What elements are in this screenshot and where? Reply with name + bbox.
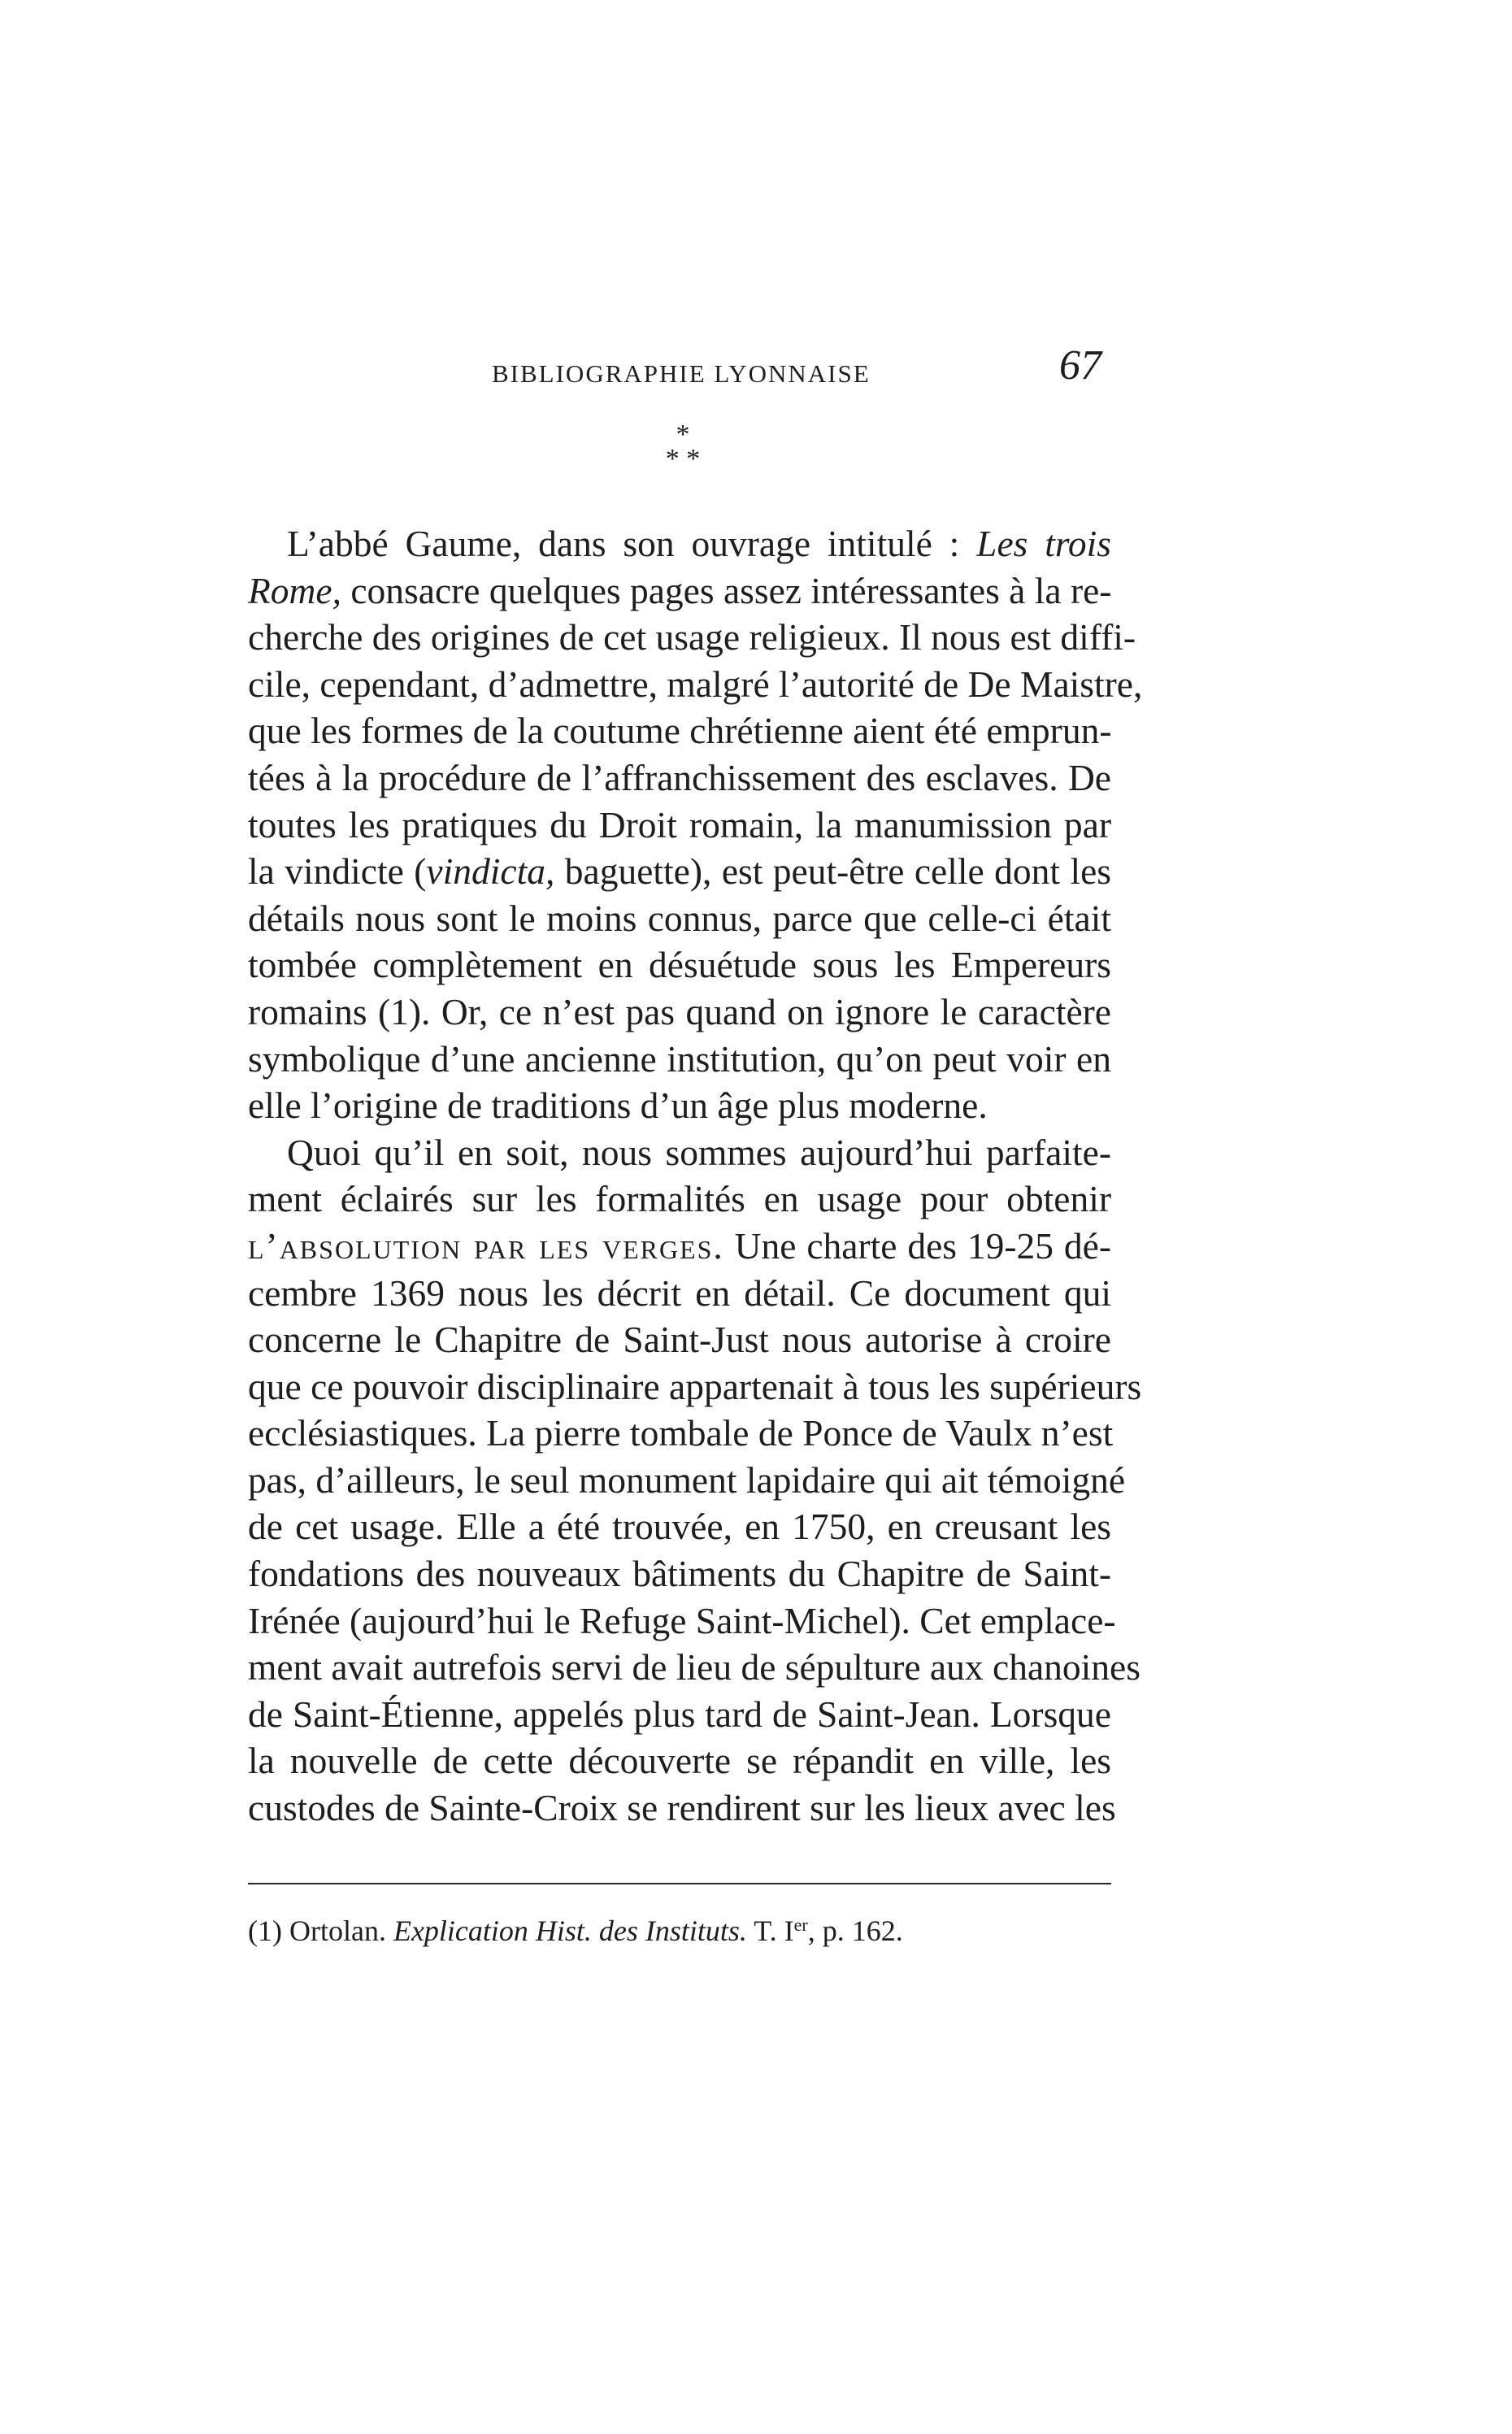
footnote-superscript: er	[793, 1915, 808, 1935]
text-line: détails nous sont le moins connus, parce que celle-ci était	[248, 897, 1111, 939]
text-line: toutes les pratiques du Droit romain, la manumission par	[248, 803, 1111, 845]
text-line: ment avait autrefois servi de lieu de sépulture aux chanoines	[248, 1646, 1141, 1689]
text-line: cile, cependant, d’admettre, malgré l’autorité de De Maistre,	[248, 663, 1143, 705]
text-line	[248, 567, 1111, 615]
text-line: cherche des origines de cet usage religieux. Il nous est diffi-	[248, 616, 1136, 658]
small-caps-term: l’absolution par les verges.	[248, 1224, 724, 1267]
text-line: fondations des nouveaux bâtiments du Chapitre de Saint-	[248, 1553, 1111, 1595]
text-span: Une charte des 19-25 dé-	[723, 1224, 1111, 1267]
text-line	[248, 1223, 1111, 1270]
text-span: consacre quelques pages assez intéressantes à la re-	[341, 569, 1112, 611]
text-line: de cet usage. Elle a été trouvée, en 1750, en creusant les	[248, 1506, 1111, 1548]
text-line	[248, 520, 1111, 567]
paragraph-2	[248, 1129, 1142, 1832]
italic-term: vindicta,	[426, 850, 555, 893]
page-header	[248, 341, 1142, 406]
text-line: que les formes de la coutume chrétienne aient été emprun-	[248, 710, 1112, 752]
body-text	[248, 520, 1143, 1832]
text-line: elle l’origine de traditions d’un âge plus moderne.	[248, 1084, 988, 1127]
footnote-marker: (1) Ortolan.	[248, 1915, 393, 1947]
text-line: Quoi qu’il en soit, nous sommes aujourd’hui parfaite-	[287, 1131, 1111, 1173]
asterism-bottom: * *	[665, 444, 701, 474]
footnote-title: Explication Hist. des Instituts.	[393, 1915, 747, 1947]
text-line: Irénée (aujourd’hui le Refuge Saint-Michel). Cet emplace-	[248, 1599, 1116, 1641]
text-span: L’abbé Gaume, dans son ouvrage intitulé :	[287, 523, 977, 564]
text-span: la vindicte (	[248, 850, 427, 893]
text-line: ecclésiastiques. La pierre tombale de Ponce de Vaulx n’est	[248, 1412, 1114, 1454]
text-line: de Saint-Étienne, appelés plus tard de Saint-Jean. Lorsque	[248, 1693, 1111, 1735]
italic-title: Les trois	[976, 523, 1111, 564]
text-line	[248, 848, 1111, 895]
text-line: tées à la procédure de l’affranchissement des esclaves. De	[248, 756, 1111, 798]
footnote-divider	[248, 1883, 1111, 1884]
asterism-ornament	[634, 419, 732, 474]
text-line: concerne le Chapitre de Saint-Just nous autorise à croire	[248, 1319, 1111, 1361]
italic-title: Rome,	[248, 569, 341, 611]
text-line: tombée complètement en désuétude sous les Empereurs	[248, 944, 1111, 986]
text-span: baguette), est peut-être celle dont les	[554, 850, 1111, 893]
text-line: la nouvelle de cette découverte se répandit en ville, les	[248, 1740, 1111, 1782]
text-line: romains (1). Or, ce n’est pas quand on ignore le caractère	[248, 990, 1111, 1032]
asterism-top: *	[676, 419, 690, 450]
footnote-volume: T. I	[746, 1915, 794, 1947]
paragraph-1	[248, 520, 1143, 1129]
text-line: pas, d’ailleurs, le seul monument lapidaire qui ait témoigné	[248, 1458, 1126, 1501]
footnote-page: , p. 162.	[807, 1915, 903, 1947]
text-line: ment éclairés sur les formalités en usage pour obtenir	[248, 1178, 1111, 1220]
text-line: cembre 1369 nous les décrit en détail. Ce document qui	[248, 1271, 1111, 1314]
running-title: BIBLIOGRAPHIE LYONNAISE	[492, 359, 871, 388]
page-number: 67	[1059, 342, 1101, 389]
text-line: custodes de Sainte-Croix se rendirent sur les lieux avec les	[248, 1787, 1116, 1829]
text-line: que ce pouvoir disciplinaire appartenait à tous les supérieurs	[248, 1365, 1142, 1407]
footnote	[248, 1906, 1111, 1950]
text-line: symbolique d’une ancienne institution, qu’on peut voir en	[248, 1037, 1111, 1080]
